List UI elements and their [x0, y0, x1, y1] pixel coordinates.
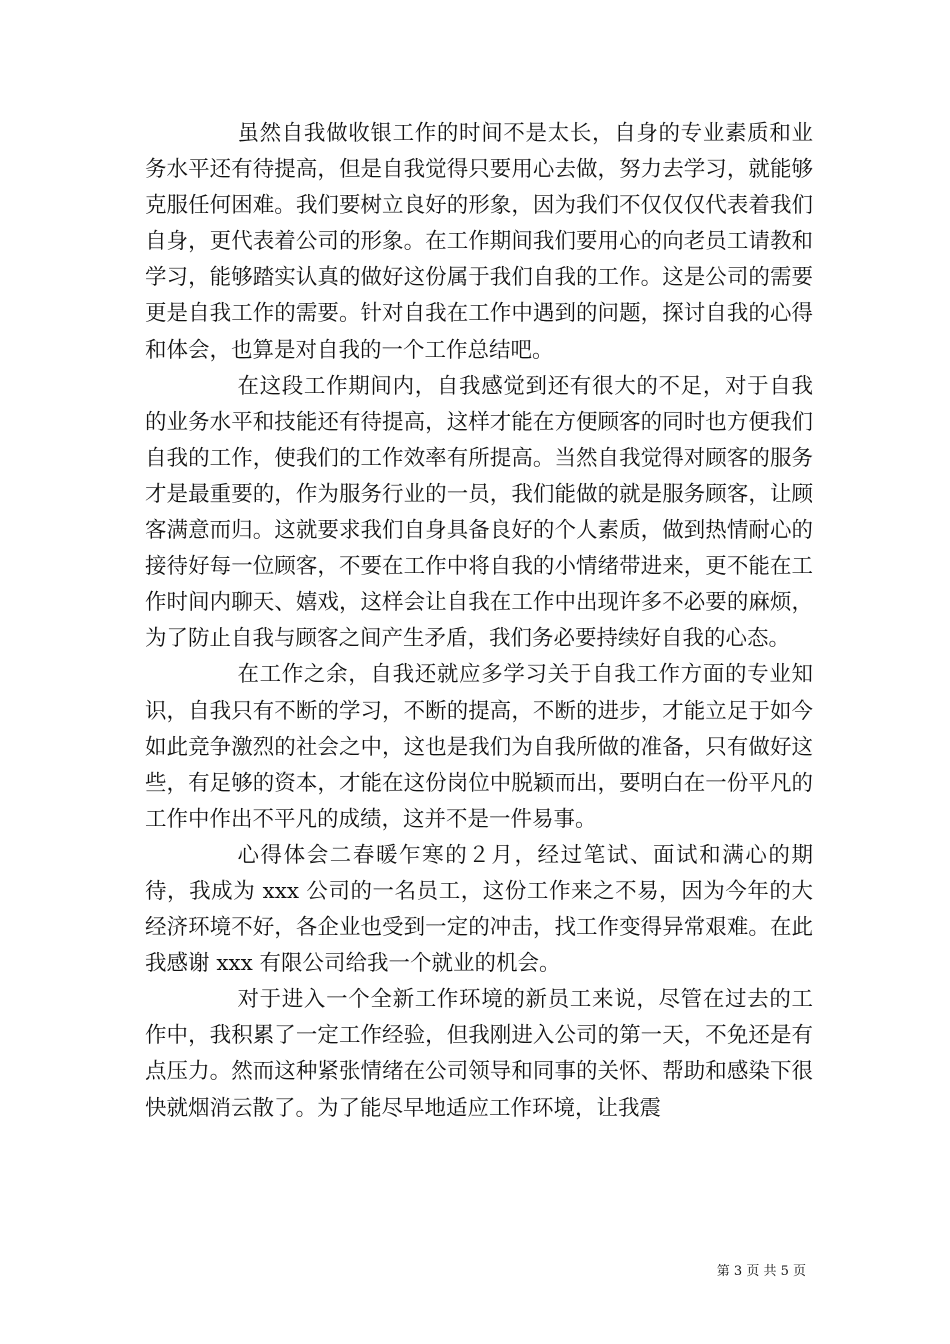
paragraph-3: 在工作之余，自我还就应多学习关于自我工作方面的专业知识，自我只有不断的学习，不断的提高，不断的进步，才能立足于如今如此竞争激烈的社会之中，这也是我们为自我所做的准备，只有做好这些，有足够的资本，才能在这份岗位中脱颖而出，要明白在一份平凡的工作中作出不平凡的成绩，这并不是一件易事。 [145, 662, 813, 832]
paragraph-5: 对于进入一个全新工作环境的新员工来说，尽管在过去的工作中，我积累了一定工作经验，但我刚进入公司的第一天，不免还是有点压力。然而这种紧张情绪在公司领导和同事的关怀、帮助和感染下很快就烟消云散了。为了能尽早地适应工作环境，让我震 [145, 987, 813, 1121]
document-body [145, 116, 813, 1127]
page-number-footer: 第 3 页 共 5 页 [716, 1264, 806, 1279]
paragraph-1: 虽然自我做收银工作的时间不是太长，自身的专业素质和业务水平还有待提高，但是自我觉得只要用心去做，努力去学习，就能够克服任何困难。我们要树立良好的形象，因为我们不仅仅仅代表着我们自身，更代表着公司的形象。在工作期间我们要用心的向老员工请教和学习，能够踏实认真的做好这份属于我们自我的工作。这是公司的需要更是自我工作的需要。针对自我在工作中遇到的问题，探讨自我的心得和体会，也算是对自我的一个工作总结吧。 [145, 121, 813, 363]
paragraph-4: 心得体会二春暖乍寒的２月，经过笔试、面试和满心的期待，我成为 xxx 公司的一名员工，这份工作来之不易，因为今年的大经济环境不好，各企业也受到一定的冲击，找工作变得异常艰难。在此我感谢 xxx 有限公司给我一个就业的机会。 [145, 842, 813, 977]
paragraph-2: 在这段工作期间内，自我感觉到还有很大的不足，对于自我的业务水平和技能还有待提高，这样才能在方便顾客的同时也方便我们自我的工作，使我们的工作效率有所提高。当然自我觉得对顾客的服务才是最重要的，作为服务行业的一员，我们能做的就是服务顾客，让顾客满意而归。这就要求我们自身具备良好的个人素质，做到热情耐心的接待好每一位顾客，不要在工作中将自我的小情绪带进来，更不能在工作时间内聊天、嬉戏，这样会让自我在工作中出现许多不必要的麻烦，为了防止自我与顾客之间产生矛盾，我们务必要持续好自我的心态。 [145, 373, 813, 652]
